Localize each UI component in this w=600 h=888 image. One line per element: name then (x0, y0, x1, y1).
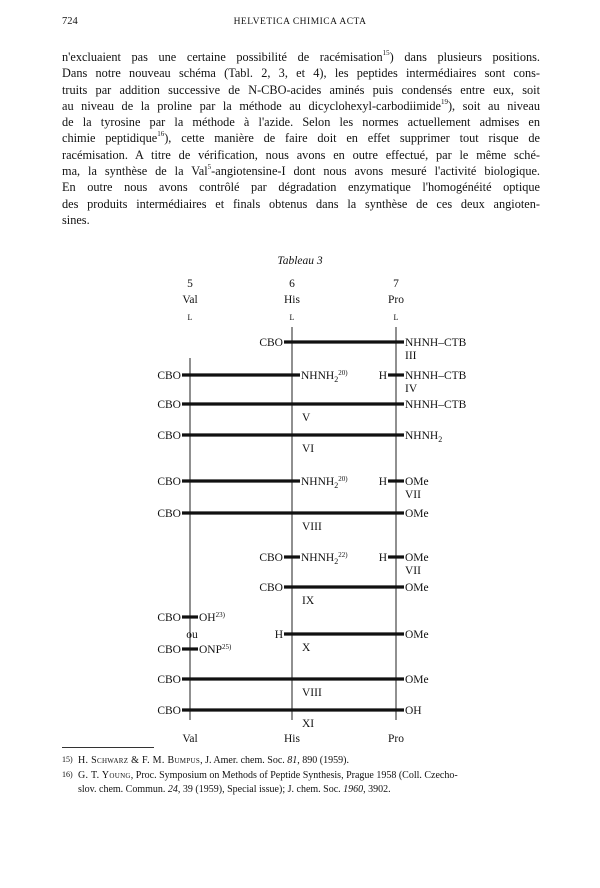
footnote-text: 24 (167, 784, 178, 795)
n-protecting-group: CBO (259, 337, 283, 349)
compound-number: XI (302, 718, 315, 730)
c-terminal-group-text: OMe (405, 508, 429, 520)
compound-number: VII (405, 565, 421, 577)
body-line (62, 212, 540, 228)
c-terminal-group-text: NHNH (301, 370, 335, 382)
n-protecting-group: H (274, 629, 283, 641)
column-name: Pro (388, 294, 404, 306)
compound-number: V (302, 412, 311, 424)
c-terminal-group (405, 705, 422, 717)
body-line (62, 147, 540, 163)
bottom-label: Pro (388, 733, 404, 745)
c-terminal-group (301, 551, 348, 566)
footnote-16 (62, 769, 540, 797)
c-terminal-group (405, 430, 442, 444)
footnote-text: slov. chem. Commun. (78, 784, 168, 795)
body-text-run: sines. (62, 212, 90, 227)
compound-number: VII (405, 489, 421, 501)
footnote-15 (62, 754, 540, 768)
body-text-run: des produits intermédiaires et finals obtenus dans la synthèse de ces deux angioten- (62, 196, 540, 211)
c-terminal-group (405, 508, 429, 520)
body-line (62, 179, 540, 195)
body-text-run: -angiotensine-I dont nous avons mesuré l'activité biologique. (211, 164, 540, 179)
body-text-run: de la tyrosine par la méthode à l'azide. Selon les normes actuellement admises en (62, 115, 540, 130)
body-text (62, 49, 540, 228)
footnote-ref: 16 (157, 130, 165, 139)
c-terminal-group-text: OMe (405, 629, 429, 641)
n-protecting-group: CBO (157, 370, 181, 382)
c-terminal-group-text: NHNH (301, 552, 335, 564)
compound-number: III (405, 350, 417, 362)
c-terminal-group-sub: 2 (334, 481, 339, 490)
column-config: L (393, 313, 399, 322)
compound-number: VIII (302, 687, 322, 699)
body-line (62, 196, 540, 212)
footnote-text: H. Schwarz & F. M. Bumpus (78, 755, 201, 766)
body-line (62, 130, 540, 146)
footnote-text: 16) (62, 770, 73, 779)
column-config: L (289, 313, 295, 322)
body-text-run: ), soit au niveau (447, 98, 540, 113)
c-terminal-group (405, 370, 467, 382)
n-protecting-group: CBO (157, 476, 181, 488)
page-number: 724 (62, 16, 78, 27)
body-text-run: En outre nous avons contrôlé par dégradation enzymatique l'homogénéité optique (62, 180, 540, 195)
c-terminal-group-text: NHNH (301, 476, 335, 488)
footnote-text: , 890 (1959). (297, 755, 349, 766)
footnote-text: , 3902. (363, 784, 391, 795)
body-line (62, 82, 540, 98)
c-terminal-group-text: OMe (405, 552, 429, 564)
body-line (62, 49, 540, 65)
c-terminal-group (405, 674, 429, 686)
footnote-text: , Proc. Symposium on Methods of Peptide Synthesis, Prague 1958 (Coll. Czecho- (130, 770, 458, 781)
c-terminal-group (405, 337, 467, 349)
body-line (62, 65, 540, 81)
compound-number: X (302, 642, 311, 654)
c-terminal-group-text: OMe (405, 476, 429, 488)
c-terminal-group (199, 611, 226, 624)
c-terminal-group-text: NHNH–CTB (405, 337, 467, 349)
body-text-run: n'excluaient pas une certaine possibilité de racémisation (62, 50, 383, 64)
column-name: Val (182, 294, 198, 306)
c-terminal-group-text: NHNH–CTB (405, 370, 467, 382)
footnote-ref: 15 (382, 48, 390, 57)
c-terminal-group-text: OMe (405, 582, 429, 594)
body-text-run: ma, la synthèse de la Val (62, 164, 208, 179)
footnote-text: G. T. Young (78, 770, 131, 781)
footnote-text: , J. Amer. chem. Soc. (200, 755, 288, 766)
n-protecting-group: CBO (157, 430, 181, 442)
c-terminal-group-sup: 20) (338, 475, 348, 483)
n-protecting-group: CBO (157, 705, 181, 717)
n-protecting-group: CBO (157, 508, 181, 520)
body-text-run: au niveau de la proline par la méthode au dicyclohexyl-carbodiimide (62, 98, 441, 113)
n-terminal-group: H (378, 370, 387, 382)
footnote-text: 81 (287, 755, 298, 766)
footnote-text: 15) (62, 755, 73, 764)
compound-number: IX (302, 595, 315, 607)
c-terminal-group-text: NHNH (405, 430, 439, 442)
body-text-run: chimie peptidique (62, 131, 158, 146)
c-terminal-group-sup: 23) (215, 611, 225, 619)
compound-number: VIII (302, 521, 322, 533)
body-text-run: truits par addition successive de N-CBO-acides aminés puis condensés entre eux, soit (62, 82, 540, 97)
footnote-ref: 19 (440, 97, 448, 106)
body-line (62, 163, 540, 179)
c-terminal-group-text: NHNH–CTB (405, 399, 467, 411)
n-protecting-group: CBO (259, 552, 283, 564)
body-text-run: ), cette manière de faire doit en effet supprimer tout risque de (164, 131, 540, 146)
body-text-run: ) dans plusieurs positions. (389, 50, 540, 64)
c-terminal-group (199, 643, 232, 656)
compound-number: VI (302, 443, 315, 455)
n-terminal-group: H (378, 552, 387, 564)
c-terminal-group (301, 369, 348, 384)
body-text-run: racémisation. A titre de vérification, nous avons en outre effectué, par le même sché- (62, 147, 540, 162)
c-terminal-group (405, 552, 429, 564)
column-number: 7 (393, 278, 399, 290)
c-terminal-group (405, 629, 429, 641)
n-protecting-group: CBO (157, 399, 181, 411)
c-terminal-group (405, 582, 429, 594)
c-terminal-group-sup: 22) (338, 551, 348, 559)
column-config: L (187, 313, 193, 322)
c-terminal-group (405, 476, 429, 488)
column-number: 6 (289, 278, 295, 290)
body-line (62, 98, 540, 114)
c-terminal-group-sub: 2 (438, 435, 443, 444)
footnote-text: 1960 (343, 784, 364, 795)
c-terminal-group-sup: 25) (222, 643, 232, 651)
c-terminal-group-sub: 2 (334, 557, 339, 566)
footnote-continuation (62, 783, 540, 797)
n-protecting-group: CBO (157, 674, 181, 686)
c-terminal-group (405, 399, 467, 411)
c-terminal-group-text: OH (405, 705, 422, 717)
table-caption: Tableau 3 (277, 255, 323, 267)
column-name: His (284, 294, 300, 306)
footnote-text: , 39 (1959), Special issue); J. chem. Soc. (177, 784, 344, 795)
c-terminal-group-text: OMe (405, 674, 429, 686)
footnote-ref: 5 (207, 162, 212, 171)
bottom-label: His (284, 733, 300, 745)
body-line (62, 114, 540, 130)
c-terminal-group (301, 475, 348, 490)
footnote-rule (62, 747, 154, 748)
n-protecting-group: CBO (157, 612, 181, 624)
n-protecting-group: CBO (157, 644, 181, 656)
c-terminal-group-sup: 20) (338, 369, 348, 377)
synthesis-scheme (0, 250, 600, 748)
bottom-label: Val (182, 733, 198, 745)
alternative-word: ou (186, 629, 198, 641)
c-terminal-group-sub: 2 (334, 375, 339, 384)
c-terminal-group-text: OH (199, 612, 216, 624)
c-terminal-group-text: ONP (199, 644, 223, 656)
n-protecting-group: CBO (259, 582, 283, 594)
running-head: HELVETICA CHIMICA ACTA (233, 17, 367, 27)
body-text-run: Dans notre nouveau schéma (Tabl. 2, 3, et 4), les peptides intermédiaires sont cons- (62, 66, 540, 81)
compound-number: IV (405, 383, 418, 395)
n-terminal-group: H (378, 476, 387, 488)
column-number: 5 (187, 278, 193, 290)
